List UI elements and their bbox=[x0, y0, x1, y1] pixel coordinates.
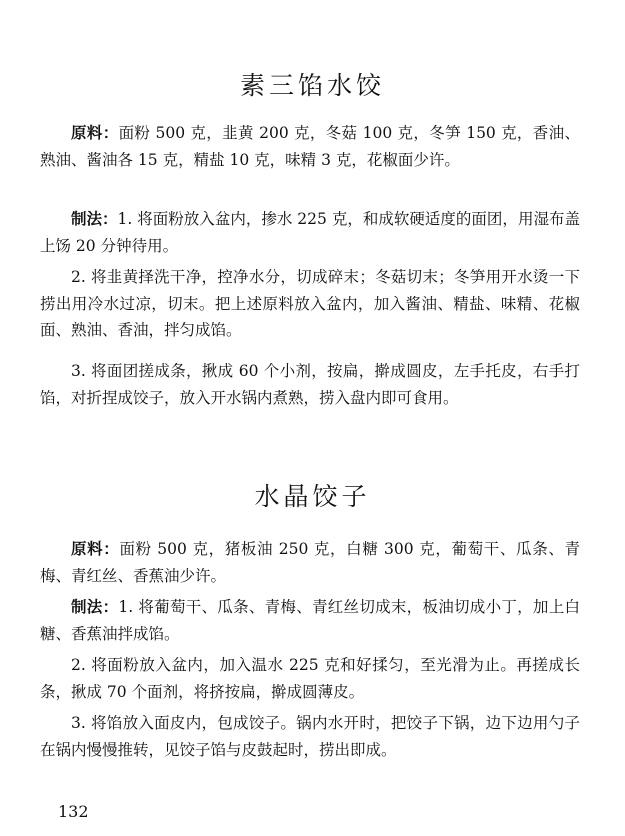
ingredients-colon: ： bbox=[102, 123, 119, 142]
page-number: 132 bbox=[58, 802, 89, 821]
method-label: 制法 bbox=[71, 597, 103, 616]
recipe-title-1: 素三馅水饺 bbox=[239, 71, 385, 100]
recipe-1-method-step-1 bbox=[40, 206, 580, 259]
ingredients-text: 面粉 500 克，韭黄 200 克，冬菇 100 克，冬笋 150 克，香油、熟油、酱油各 15 克，精盐 10 克，味精 3 克，花椒面少许。 bbox=[40, 124, 580, 169]
recipe-2-method-step-2: 2. 将面粉放入盆内，加入温水 225 克和好揉匀，至光滑为止。再搓成长条，揪成 70 个面剂，将挤按扁，擀成圆薄皮。 bbox=[40, 656, 580, 701]
recipe-title-2: 水晶饺子 bbox=[254, 482, 371, 511]
ingredients-colon: ： bbox=[103, 539, 120, 558]
recipe-2-method-step-1 bbox=[40, 594, 580, 647]
ingredients-label: 原料 bbox=[71, 123, 103, 142]
method-step-text: 1. 将面粉放入盆内，掺水 225 克，和成软硬适度的面团，用湿布盖上饧 20 分钟待用。 bbox=[40, 210, 580, 255]
recipe-2-method-step-3: 3. 将馅放入面皮内，包成饺子。锅内水开时，把饺子下锅，边下边用勺子在锅内慢慢推转，见饺子馅与皮鼓起时，捞出即成。 bbox=[40, 714, 580, 759]
method-colon: ： bbox=[102, 597, 119, 616]
recipe-2-ingredients bbox=[40, 536, 580, 589]
method-label: 制法 bbox=[71, 209, 103, 228]
ingredients-label: 原料 bbox=[71, 539, 104, 558]
recipe-1-method-step-2: 2. 将韭黄择洗干净，控净水分，切成碎末；冬菇切末；冬笋用开水烫一下捞出用冷水过凉，切末。把上述原料放入盆内，加入酱油、精盐、味精、花椒面、熟油、香油，拌匀成馅。 bbox=[40, 268, 580, 339]
ingredients-text: 面粉 500 克，猪板油 250 克，白糖 300 克，葡萄干、瓜条、青梅、青红丝、香蕉油少许。 bbox=[40, 540, 580, 585]
recipe-1-method-step-3: 3. 将面团搓成条，揪成 60 个小剂，按扁，擀成圆皮，左手托皮，右手打馅，对折捏成饺子，放入开水锅内煮熟，捞入盘内即可食用。 bbox=[40, 362, 580, 407]
method-colon: ： bbox=[102, 209, 118, 228]
method-step-text: 1. 将葡萄干、瓜条、青梅、青红丝切成末，板油切成小丁，加上白糖、香蕉油拌成馅。 bbox=[40, 598, 580, 643]
recipe-1-ingredients bbox=[40, 120, 580, 173]
